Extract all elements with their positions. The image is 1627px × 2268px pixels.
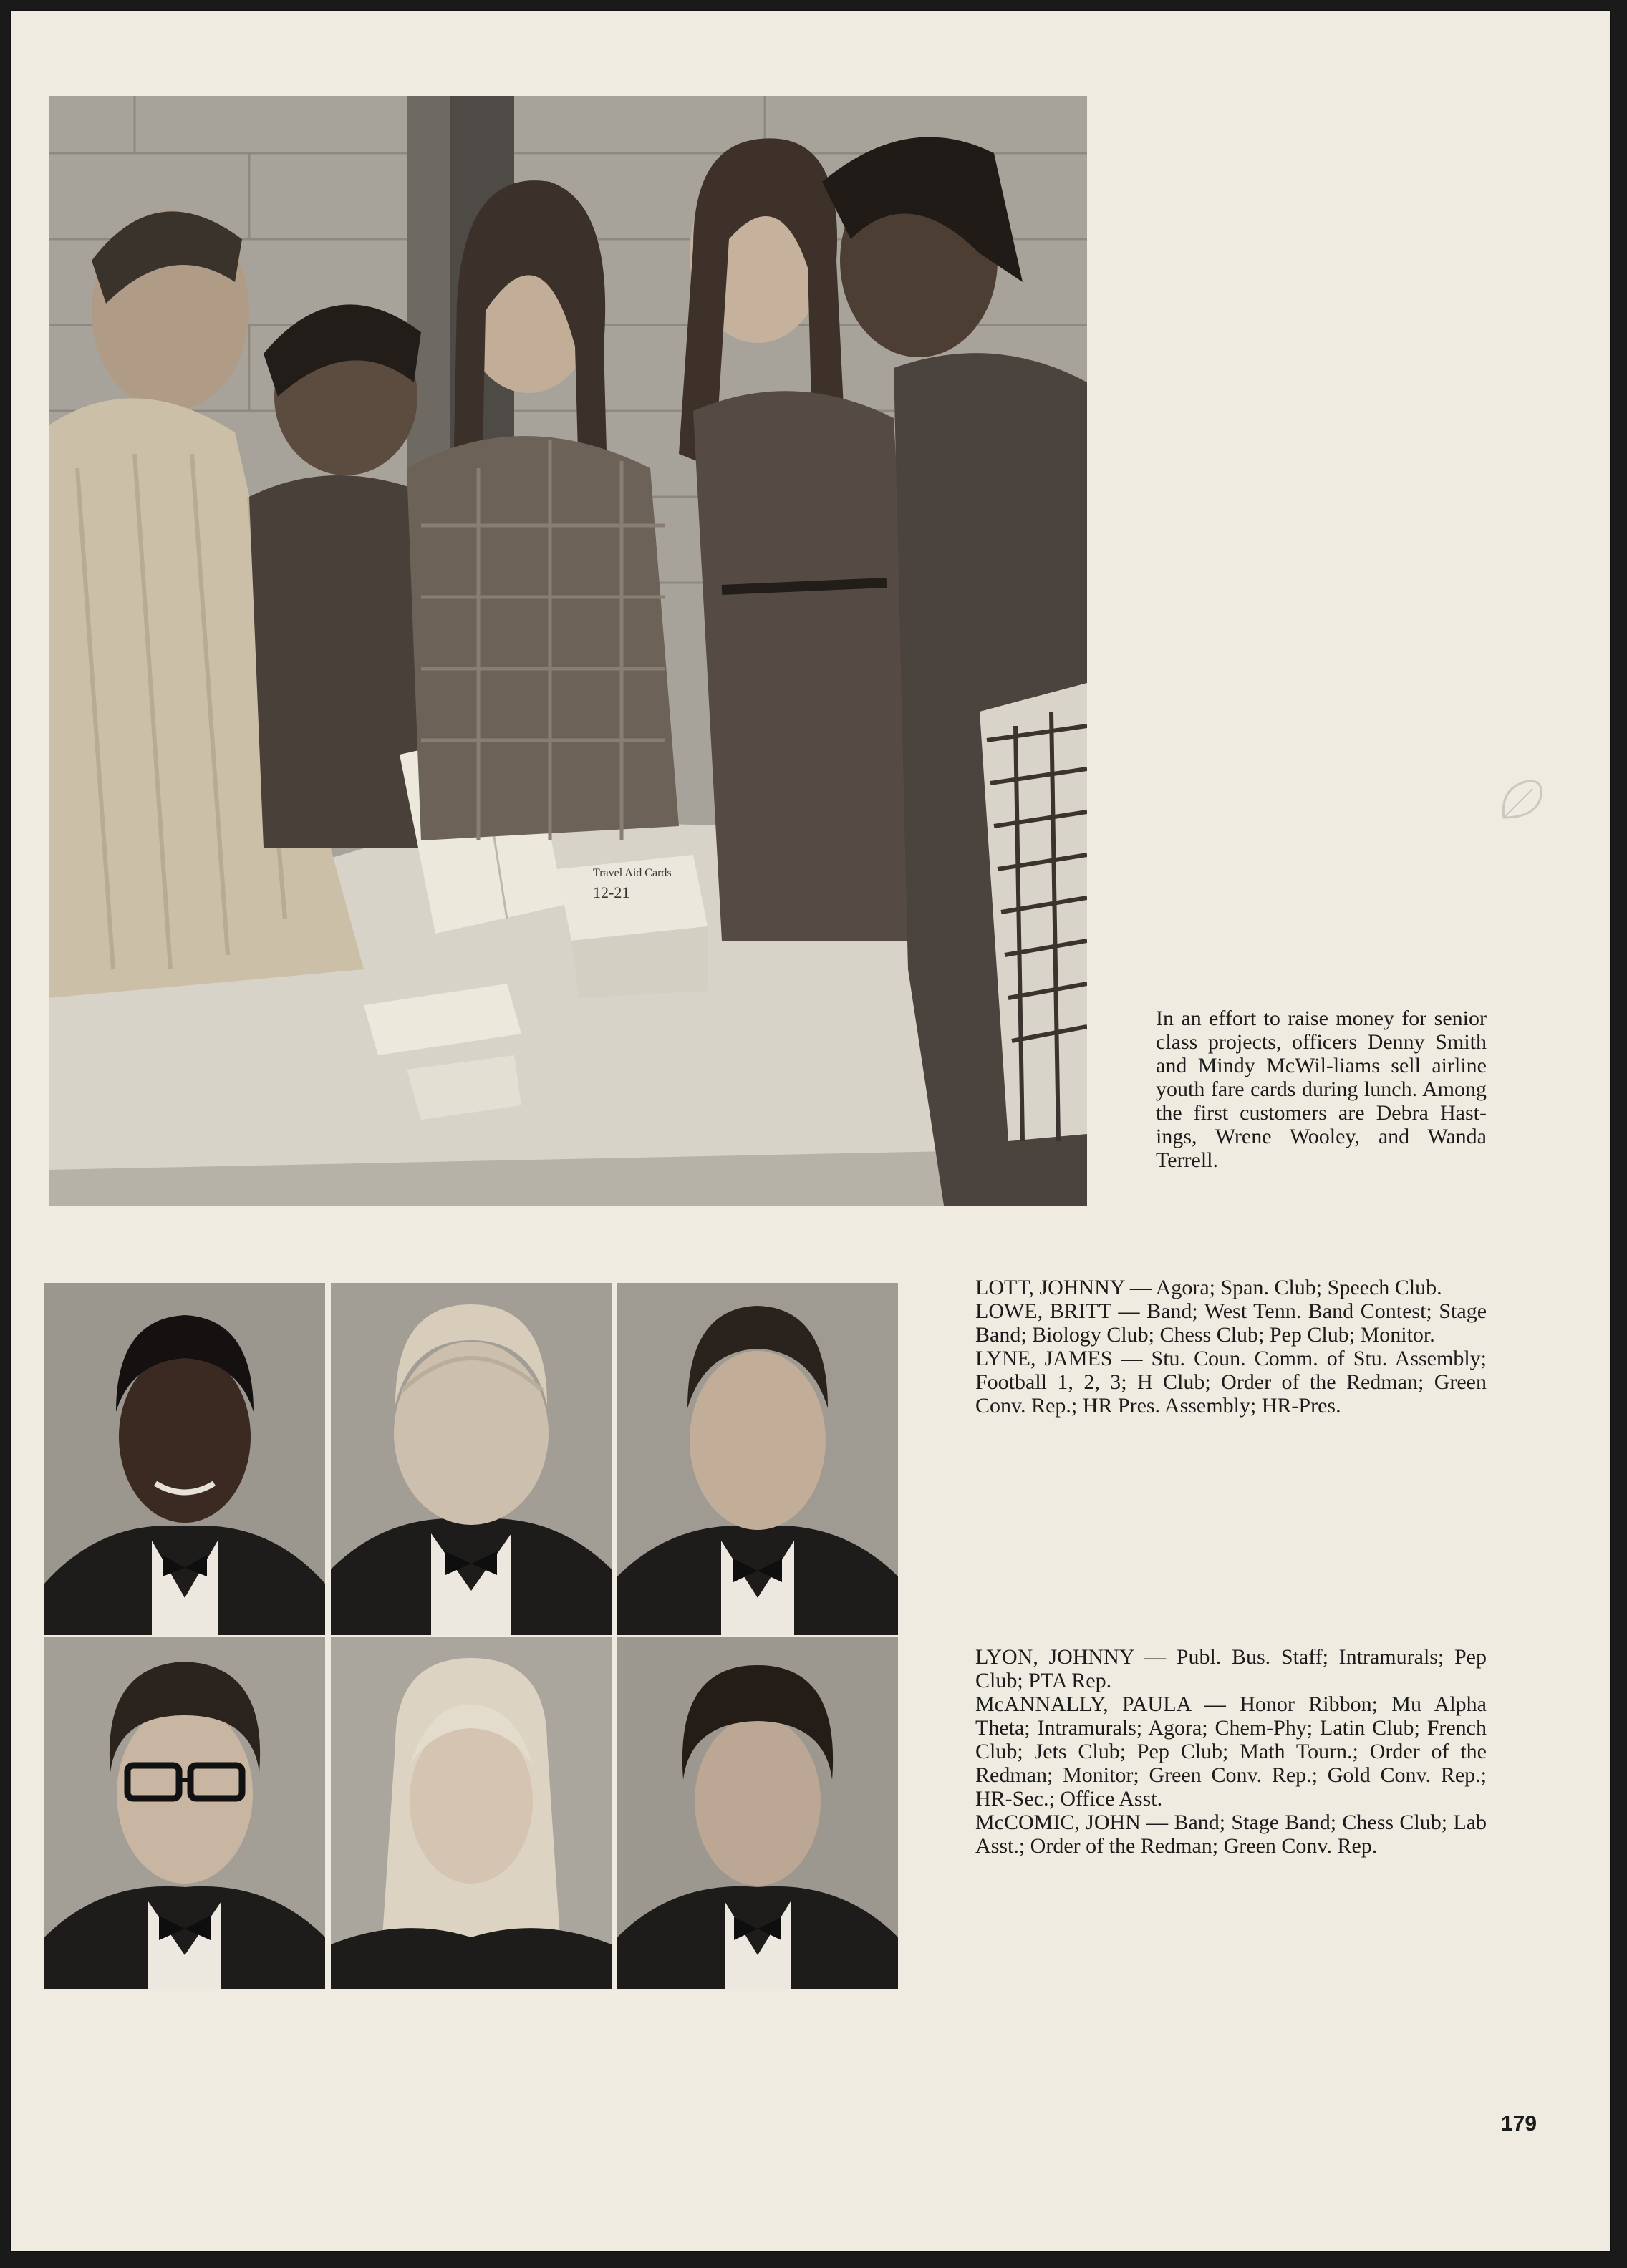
bio-name: LYNE, JAMES (975, 1347, 1113, 1370)
portrait-lyne-james (617, 1283, 898, 1635)
portrait-mcannally-paula (331, 1637, 612, 1989)
bio-name: McCOMIC, JOHN (975, 1811, 1141, 1834)
portrait-lott-johnny (44, 1283, 325, 1635)
leaf-icon (1497, 775, 1547, 825)
photo-caption: In an effort to raise money for senior class projects, officers Denny Smith and Mindy McWil-liams sell airline youth fare cards during lunch. Among the first customers are Debra Hast-ings, Wrene Wooley, and Wanda Terrell. (1156, 1007, 1487, 1172)
page-number: 179 (1501, 2112, 1537, 2136)
bio-entry (975, 1276, 1487, 1299)
bio-text: — Band; Stage Band; Chess Club; Lab Asst.; Order of the Redman; Green Conv. Rep. (975, 1811, 1487, 1858)
candid-photo (49, 96, 1087, 1206)
bio-text: — Agora; Span. Club; Speech Club. (1124, 1276, 1442, 1299)
bio-name: LYON, JOHNNY (975, 1645, 1134, 1669)
bio-entry (975, 1645, 1487, 1692)
bio-entry (975, 1347, 1487, 1418)
bio-name: LOTT, JOHNNY (975, 1276, 1125, 1299)
card-box-number: 12-21 (593, 883, 630, 901)
bio-entry (975, 1811, 1487, 1858)
portrait-lowe-britt (331, 1283, 612, 1635)
bio-name: LOWE, BRITT (975, 1299, 1111, 1323)
yearbook-page (10, 10, 1611, 2252)
bio-list-bottom (975, 1645, 1487, 1858)
bio-text: — Stu. Coun. Comm. of Stu. Assembly; Football 1, 2, 3; H Club; Order of the Redman; Green Conv. Rep.; HR Pres. Assembly; HR-Pres. (975, 1347, 1487, 1418)
bio-entry (975, 1692, 1487, 1811)
portrait-lyon-johnny (44, 1637, 325, 1989)
bio-text: — Honor Ribbon; Mu Alpha Theta; Intramurals; Agora; Chem-Phy; Latin Club; French Club; Jets Club; Pep Club; Math Tourn.; Order of the Redman; Monitor; Green Conv. Rep.; Gold Conv. Rep.; HR-Sec.; Office Asst. (975, 1692, 1487, 1811)
bio-list-top (975, 1276, 1487, 1418)
card-box-label: Travel Aid Cards (593, 867, 672, 879)
portrait-mccomic-john (617, 1637, 898, 1989)
bio-entry (975, 1299, 1487, 1347)
bio-text: — Band; West Tenn. Band Contest; Stage Band; Biology Club; Chess Club; Pep Club; Monitor. (975, 1299, 1487, 1347)
bio-text: — Publ. Bus. Staff; Intramurals; Pep Club; PTA Rep. (975, 1645, 1487, 1692)
bio-name: McANNALLY, PAULA (975, 1692, 1191, 1716)
